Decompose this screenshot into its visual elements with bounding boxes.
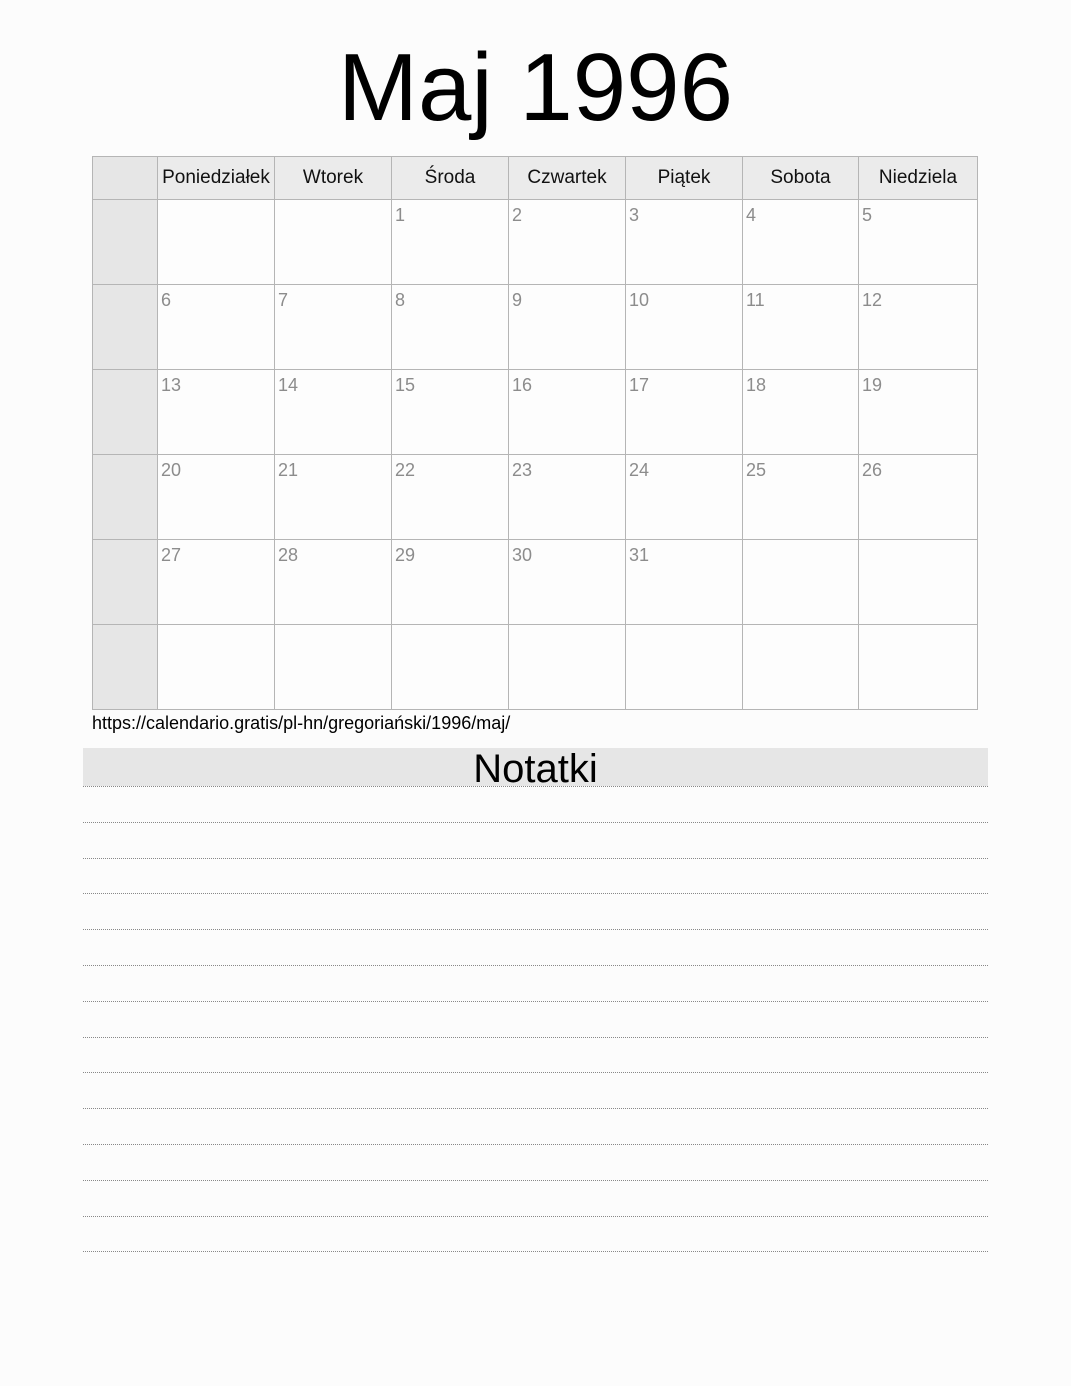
day-number: 29 (395, 545, 416, 565)
day-cell (743, 285, 859, 370)
week-number-cell (93, 285, 158, 370)
day-cell (275, 200, 392, 285)
day-cell (158, 200, 275, 285)
day-cell (626, 540, 743, 625)
week-number-cell (93, 540, 158, 625)
day-number: 17 (629, 375, 650, 395)
week-number-cell (93, 370, 158, 455)
day-number: 15 (395, 375, 416, 395)
day-cell (158, 370, 275, 455)
day-cell (859, 455, 978, 540)
day-number: 7 (278, 290, 289, 310)
day-cell (509, 200, 626, 285)
note-line (83, 822, 988, 858)
note-line (83, 1251, 988, 1252)
day-cell (392, 625, 509, 710)
day-cell (626, 625, 743, 710)
week-row (93, 200, 978, 285)
note-line (83, 1072, 988, 1108)
day-number: 10 (629, 290, 650, 310)
day-cell (509, 285, 626, 370)
note-line (83, 786, 988, 822)
day-number: 20 (161, 460, 182, 480)
day-cell (626, 455, 743, 540)
day-cell (158, 285, 275, 370)
day-cell (859, 625, 978, 710)
day-cell (275, 625, 392, 710)
day-number (509, 625, 625, 630)
note-line (83, 1108, 988, 1144)
day-cell (743, 200, 859, 285)
day-number: 26 (862, 460, 883, 480)
day-cell (392, 370, 509, 455)
day-number: 27 (161, 545, 182, 565)
day-cell (392, 200, 509, 285)
day-number: 16 (512, 375, 533, 395)
day-number: 18 (746, 375, 767, 395)
day-number: 12 (862, 290, 883, 310)
week-row (93, 455, 978, 540)
note-line (83, 893, 988, 929)
weekday-header: Środa (392, 157, 509, 200)
day-number: 6 (161, 290, 172, 310)
day-number: 31 (629, 545, 650, 565)
day-number: 19 (862, 375, 883, 395)
day-cell (392, 455, 509, 540)
week-row (93, 540, 978, 625)
day-number: 30 (512, 545, 533, 565)
day-cell (859, 200, 978, 285)
day-number: 3 (629, 205, 640, 225)
day-number (275, 200, 391, 205)
day-number: 8 (395, 290, 406, 310)
day-number: 25 (746, 460, 767, 480)
note-line (83, 1180, 988, 1216)
note-line (83, 929, 988, 965)
notes-lines (83, 786, 988, 1252)
day-number (392, 625, 508, 630)
page-title: Maj 1996 (338, 34, 733, 141)
day-number: 28 (278, 545, 299, 565)
weekday-header-row (93, 157, 978, 200)
day-cell (392, 540, 509, 625)
day-cell (626, 285, 743, 370)
note-line (83, 858, 988, 894)
day-cell (158, 625, 275, 710)
day-number (158, 200, 274, 205)
day-cell (509, 455, 626, 540)
week-row (93, 285, 978, 370)
day-cell (859, 540, 978, 625)
calendar-grid (92, 156, 978, 710)
day-cell (626, 200, 743, 285)
day-number (859, 540, 977, 545)
day-number: 24 (629, 460, 650, 480)
weekday-header: Czwartek (509, 157, 626, 200)
day-cell (626, 370, 743, 455)
day-number: 22 (395, 460, 416, 480)
day-number: 9 (512, 290, 523, 310)
day-number: 5 (862, 205, 873, 225)
weekday-header: Piątek (626, 157, 743, 200)
day-number (743, 540, 858, 545)
day-number: 1 (395, 205, 406, 225)
weekday-header: Niedziela (859, 157, 978, 200)
day-cell (275, 285, 392, 370)
day-number: 13 (161, 375, 182, 395)
source-url: https://calendario.gratis/pl-hn/gregoriański/1996/maj/ (92, 713, 511, 733)
day-cell (743, 625, 859, 710)
weekday-header: Wtorek (275, 157, 392, 200)
week-row (93, 625, 978, 710)
day-cell (859, 285, 978, 370)
week-number-cell (93, 200, 158, 285)
day-cell (275, 455, 392, 540)
day-number: 23 (512, 460, 533, 480)
day-number (275, 625, 391, 630)
day-number: 11 (746, 290, 765, 310)
day-number: 21 (278, 460, 299, 480)
day-cell (509, 540, 626, 625)
weekday-header: Sobota (743, 157, 859, 200)
day-number: 2 (512, 205, 523, 225)
weekday-header: Poniedziałek (158, 157, 275, 200)
note-line (83, 965, 988, 1001)
note-line (83, 1037, 988, 1073)
notes-title: Notatki (83, 748, 988, 786)
day-number (626, 625, 742, 630)
day-cell (743, 455, 859, 540)
day-cell (859, 370, 978, 455)
day-number (859, 625, 977, 630)
day-cell (275, 370, 392, 455)
day-cell (743, 370, 859, 455)
day-cell (743, 540, 859, 625)
day-number (743, 625, 858, 630)
day-cell (509, 625, 626, 710)
week-number-cell (93, 625, 158, 710)
week-number-header (93, 157, 158, 200)
day-number: 14 (278, 375, 299, 395)
day-cell (509, 370, 626, 455)
week-number-cell (93, 455, 158, 540)
note-line (83, 1001, 988, 1037)
day-cell (275, 540, 392, 625)
day-cell (158, 455, 275, 540)
note-line (83, 1144, 988, 1180)
day-number: 4 (746, 205, 757, 225)
note-line (83, 1216, 988, 1252)
day-cell (392, 285, 509, 370)
day-cell (158, 540, 275, 625)
day-number (158, 625, 274, 630)
week-row (93, 370, 978, 455)
